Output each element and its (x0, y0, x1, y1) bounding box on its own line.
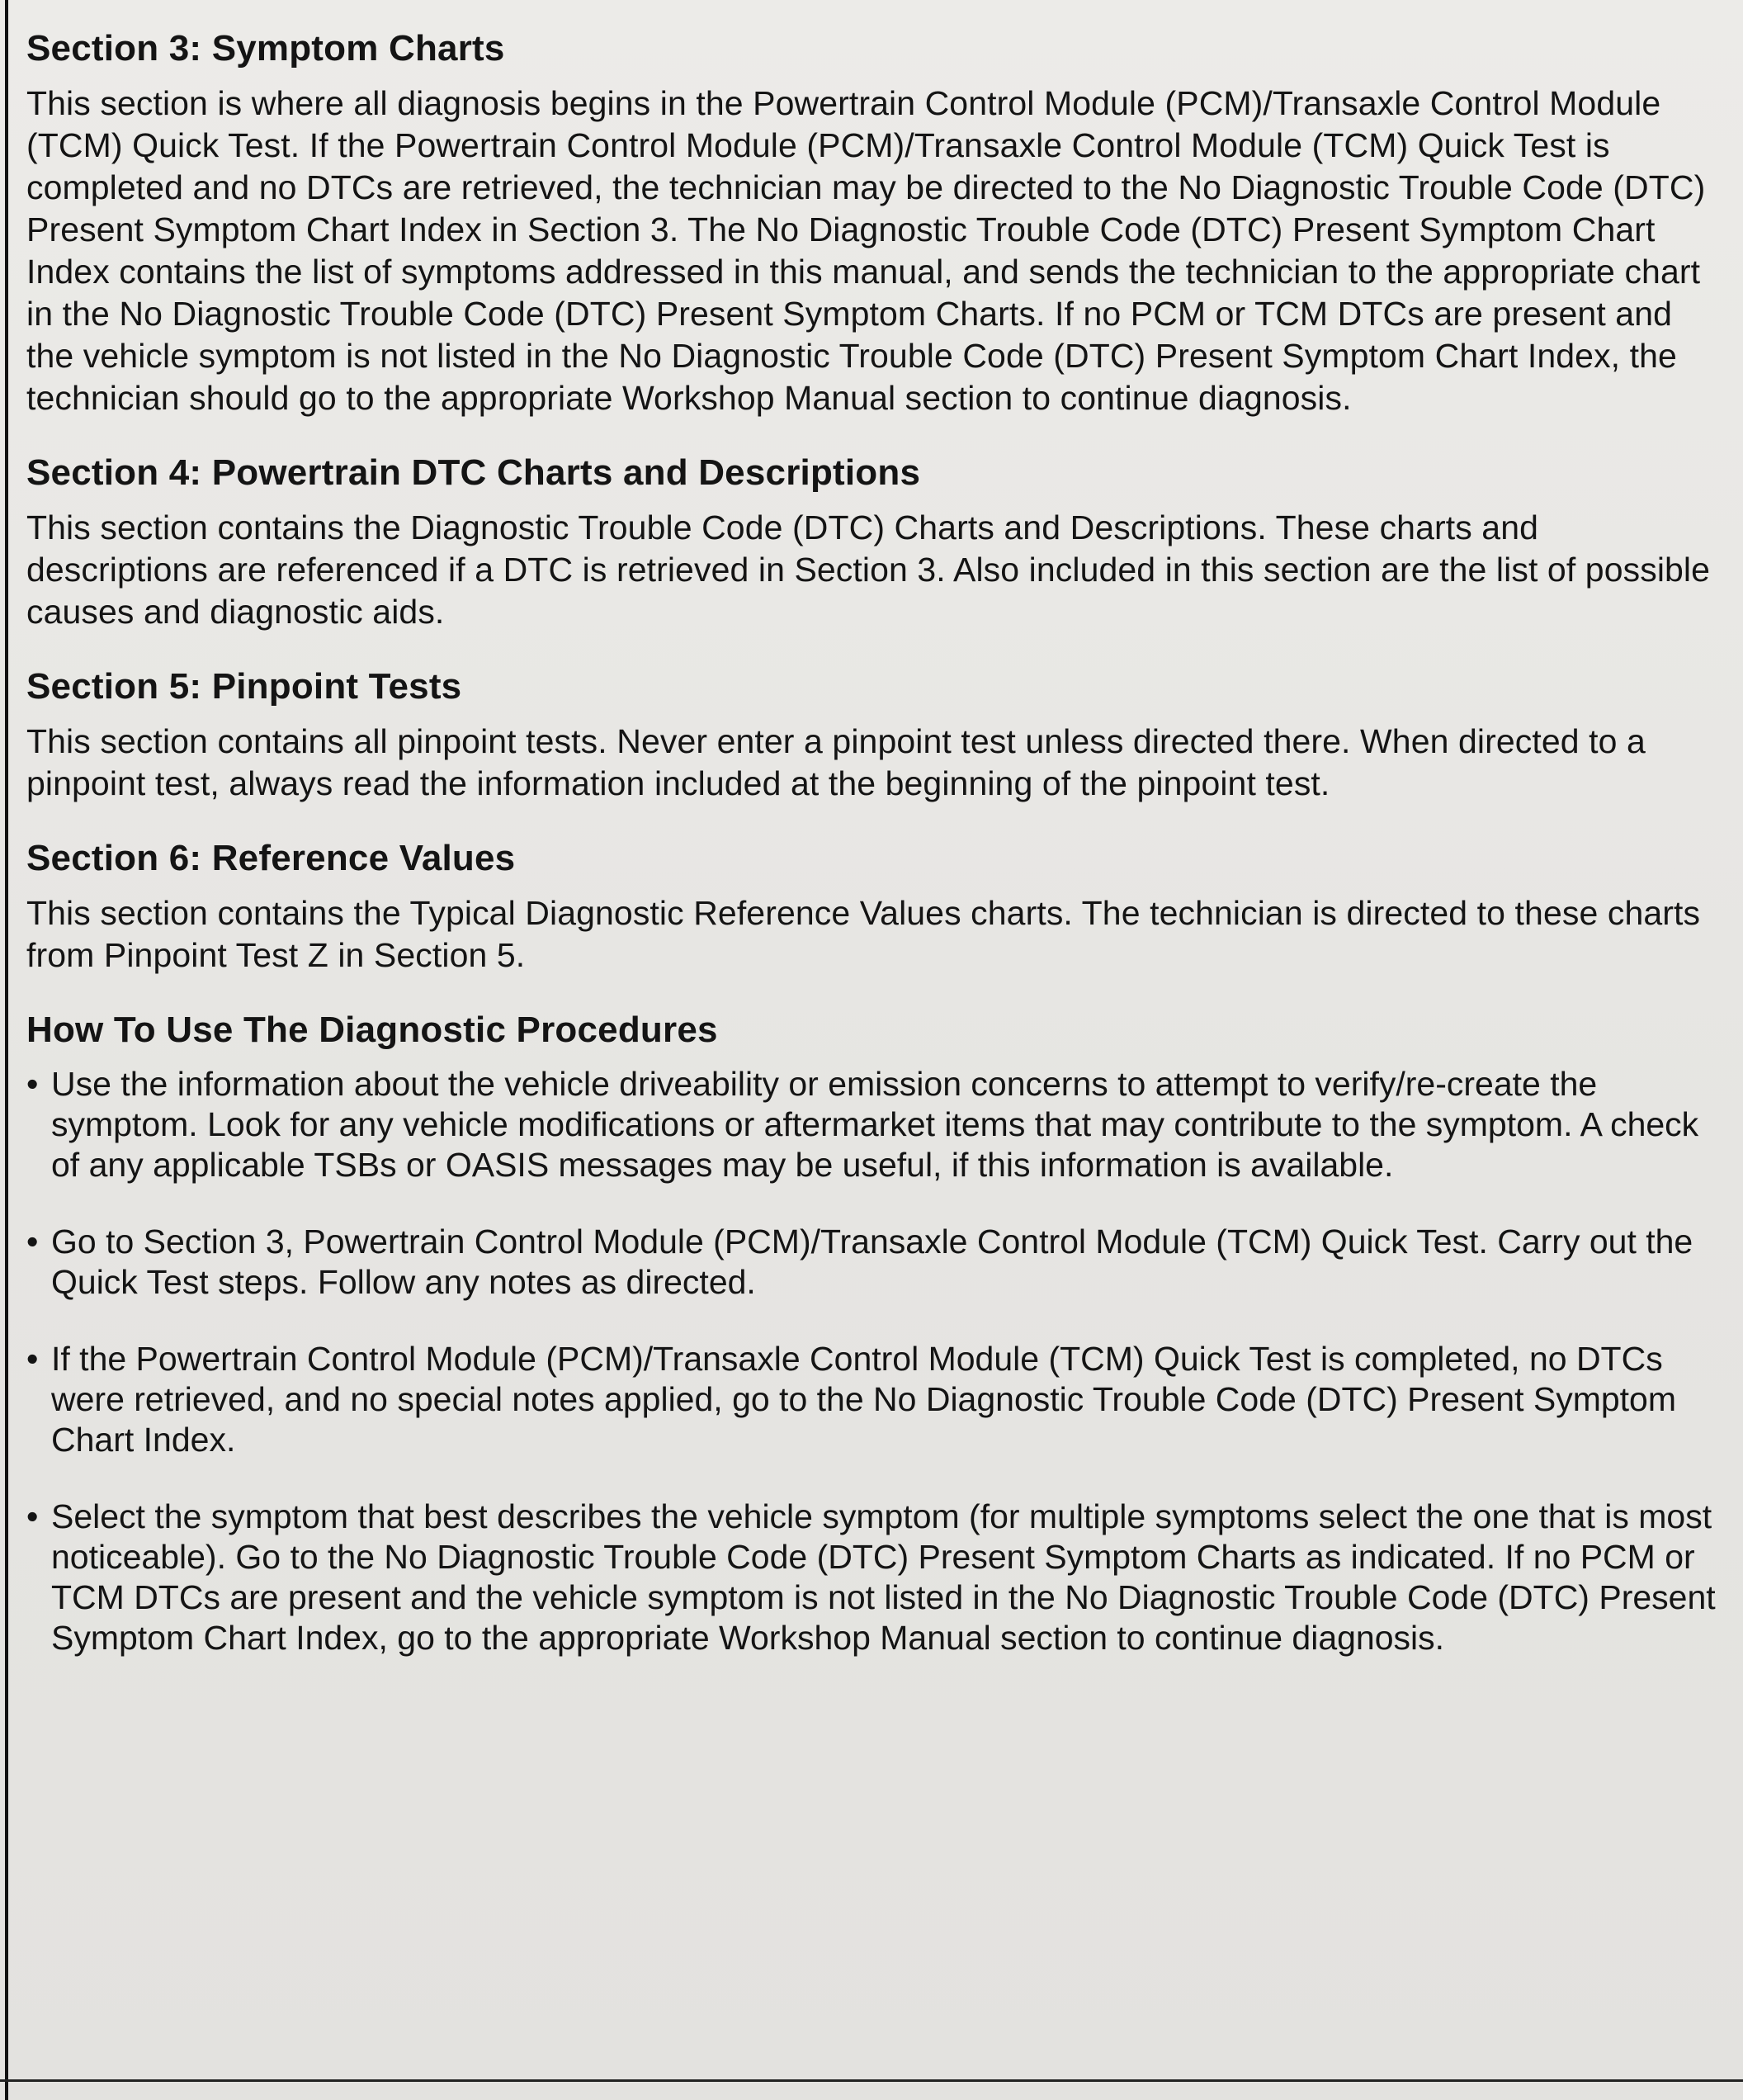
procedures-list (26, 1064, 1726, 1658)
page-bottom-line (0, 2079, 1743, 2082)
section-6-heading: Section 6: Reference Values (26, 838, 516, 878)
section-5-heading: Section 5: Pinpoint Tests (26, 666, 462, 707)
list-item (26, 1222, 1726, 1303)
section-4-heading: Section 4: Powertrain DTC Charts and Descriptions (26, 452, 921, 493)
section-6-body: This section contains the Typical Diagnostic Reference Values charts. The technician is directed to these charts from Pinpoint Test Z in Section 5. (26, 894, 1701, 974)
page-edge-line (5, 0, 8, 2100)
bullet-icon: • (26, 1065, 39, 1103)
bullet-icon: • (26, 1223, 39, 1260)
list-item (26, 1339, 1726, 1460)
section-3-heading: Section 3: Symptom Charts (26, 28, 505, 69)
procedure-step-text: Use the information about the vehicle driveability or emission concerns to attempt to verify/re-create the symptom. Look for any vehicle modifications or aftermarket items that may contribute to the symptom. A check of any applicable TSBs or OASIS messages may be useful, if this information is available. (51, 1065, 1699, 1184)
procedures-heading: How To Use The Diagnostic Procedures (26, 1010, 718, 1050)
list-item (26, 1064, 1726, 1185)
bullet-icon: • (26, 1497, 39, 1535)
document-content (26, 26, 1726, 1695)
procedure-step-text: Select the symptom that best describes the vehicle symptom (for multiple symptoms select the one that is most noticeable). Go to the No Diagnostic Trouble Code (DTC) Present Symptom Charts as indicated. If no PCM or TCM DTCs are present and the vehicle symptom is not listed in the No Diagnostic Trouble Code (DTC) Present Symptom Chart Index, go to the appropriate Workshop Manual section to continue diagnosis. (51, 1497, 1716, 1657)
list-item (26, 1497, 1726, 1658)
procedure-step-text: Go to Section 3, Powertrain Control Module (PCM)/Transaxle Control Module (TCM) Quick Test. Carry out the Quick Test steps. Follow any notes as directed. (51, 1223, 1693, 1301)
procedure-step-text: If the Powertrain Control Module (PCM)/Transaxle Control Module (TCM) Quick Test is completed, no DTCs were retrieved, and no special notes applied, go to the No Diagnostic Trouble Code (DTC) Present Symptom Chart Index. (51, 1340, 1677, 1459)
section-5-body: This section contains all pinpoint tests. Never enter a pinpoint test unless directed there. When directed to a pinpoint test, always read the information included at the beginning of the pinpoint test. (26, 722, 1646, 802)
section-4-body: This section contains the Diagnostic Trouble Code (DTC) Charts and Descriptions. These charts and descriptions are referenced if a DTC is retrieved in Section 3. Also included in this section are the list of possible causes and diagnostic aids. (26, 508, 1711, 631)
section-3-body: This section is where all diagnosis begins in the Powertrain Control Module (PCM)/Transaxle Control Module (TCM) Quick Test. If the Powertrain Control Module (PCM)/Transaxle Control Module (TCM) Quick Test is completed and no DTCs are retrieved, the technician may be directed to the No Diagnostic Trouble Code (DTC) Present Symptom Chart Index in Section 3. The No Diagnostic Trouble Code (DTC) Present Symptom Chart Index contains the list of symptoms addressed in this manual, and sends the technician to the appropriate chart in the No Diagnostic Trouble Code (DTC) Present Symptom Charts. If no PCM or TCM DTCs are present and the vehicle symptom is not listed in the No Diagnostic Trouble Code (DTC) Present Symptom Chart Index, the technician should go to the appropriate Workshop Manual section to continue diagnosis. (26, 84, 1706, 417)
bullet-icon: • (26, 1340, 39, 1378)
